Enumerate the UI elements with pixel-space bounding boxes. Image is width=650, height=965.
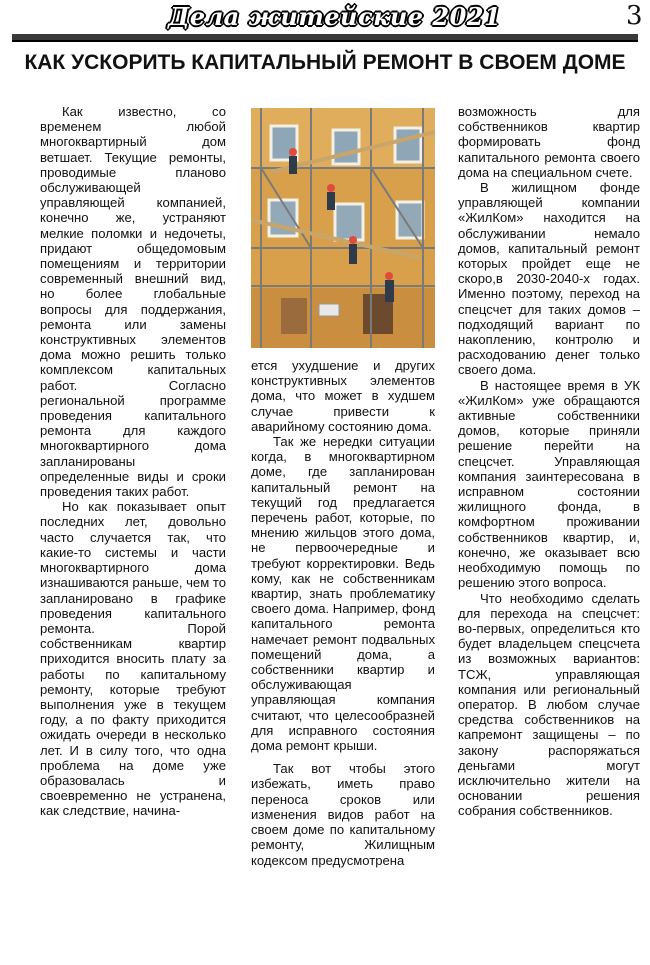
paragraph: В настоящее время в УК «ЖилКом» уже обращаются активные собственники домов, которые приняли решение перейти на спецсчет. Управляющая компания заинтересована в исправном состоянии жилищного фонда, в комфортном проживании собственников квартир, и, конечно, же оказывает всю необходимую помощь по решению этого вопроса. — [458, 377, 640, 591]
masthead — [0, 0, 650, 44]
article-column-2 — [251, 358, 435, 868]
paragraph: Но как показывает опыт последних лет, довольно часто случается так, что какие-то системы и части многоквартирного дома изнашиваются раньше, чем то запланировано в графике проведения капитального ремонта. Порой собственникам квартир приходится вносить плату за работы по капитальному ремонту, которые требуют выполнения уже в текущем году, а по факту приходится ожидать очереди в несколько лет. И в силу того, что одна проблема на доме уже образовалась и своевременно не устранена, как следствие, начина- — [40, 499, 226, 819]
article-photo — [251, 108, 435, 348]
paragraph: Так же нередки ситуации когда, в многоквартирном доме, где запланирован капитальный ремонт на текущий год предлагается перечень работ, которые, по мнению жильцов этого дома, не первоочередные и требуют корректировки. Ведь кому, как не собственникам квартир, знать проблематику своего дома. Например, фонд капитального ремонта намечает ремонт подвальных помещений дома, а собственники квартир и обслуживающая управляющая компания считают, что целесообразней для исправного состояния дома ремонт крыши. — [251, 434, 436, 754]
article-column-3 — [458, 104, 640, 819]
building-scaffolding-photo — [251, 108, 435, 348]
masthead-title: Дела житейские 2021 — [168, 2, 502, 31]
article-column-1 — [40, 104, 226, 819]
paragraph: Как известно, со временем любой многоквартирный дом ветшает. Текущие ремонты, проводимые планово обслуживающей управляющей компанией, конечно же, устраняют мелкие поломки и недочеты, придают общедомовым помещениям и территории современный внешний вид, но более глобальные вопросы для поддержания, ремонта или замены конструктивных элементов дома можно решить только комплексом капитальных работ. Согласно региональной программе проведения капитального ремонта для каждого многоквартирного дома запланированы определенные виды и сроки проведения таких работ. — [40, 104, 226, 500]
masthead-rule — [12, 34, 638, 42]
page-number: 3 — [626, 1, 643, 31]
paragraph: Так вот чтобы этого избежать, иметь право переноса сроков или изменения видов работ на своем доме по капитальному ремонту, Жилищным кодексом предусмотрена — [251, 761, 435, 868]
article-headline: КАК УСКОРИТЬ КАПИТАЛЬНЫЙ РЕМОНТ В СВОЕМ ДОМЕ — [24, 51, 626, 74]
paragraph: возможность для собственников квартир формировать фонд капитального ремонта своего дома на специальном счете. — [458, 104, 640, 180]
paragraph: Что необходимо сделать для перехода на спецсчет: во-первых, определиться кто будет владельцем спецсчета из возможных вариантов: ТСЖ, управляющая компания или региональный оператор. В любом случае средства собственников на капремонт защищены – по закону распоряжаться деньгами могут исключительно жители на основании решения собрания собственников. — [458, 590, 640, 819]
paragraph: В жилищном фонде управляющей компании «ЖилКом» находится на обслуживании немало домов, капитальный ремонт которых пройдет еще не скоро,в 2030-2040-х годах. Именно поэтому, переход на спецсчет для таких домов – подходящий вариант по накоплению, контролю и расходованию денег только своего дома. — [458, 180, 640, 378]
paragraph: ется ухудшение и других конструктивных элементов дома, что может в худшем случае привести к аварийному состоянию дома. — [251, 358, 435, 434]
